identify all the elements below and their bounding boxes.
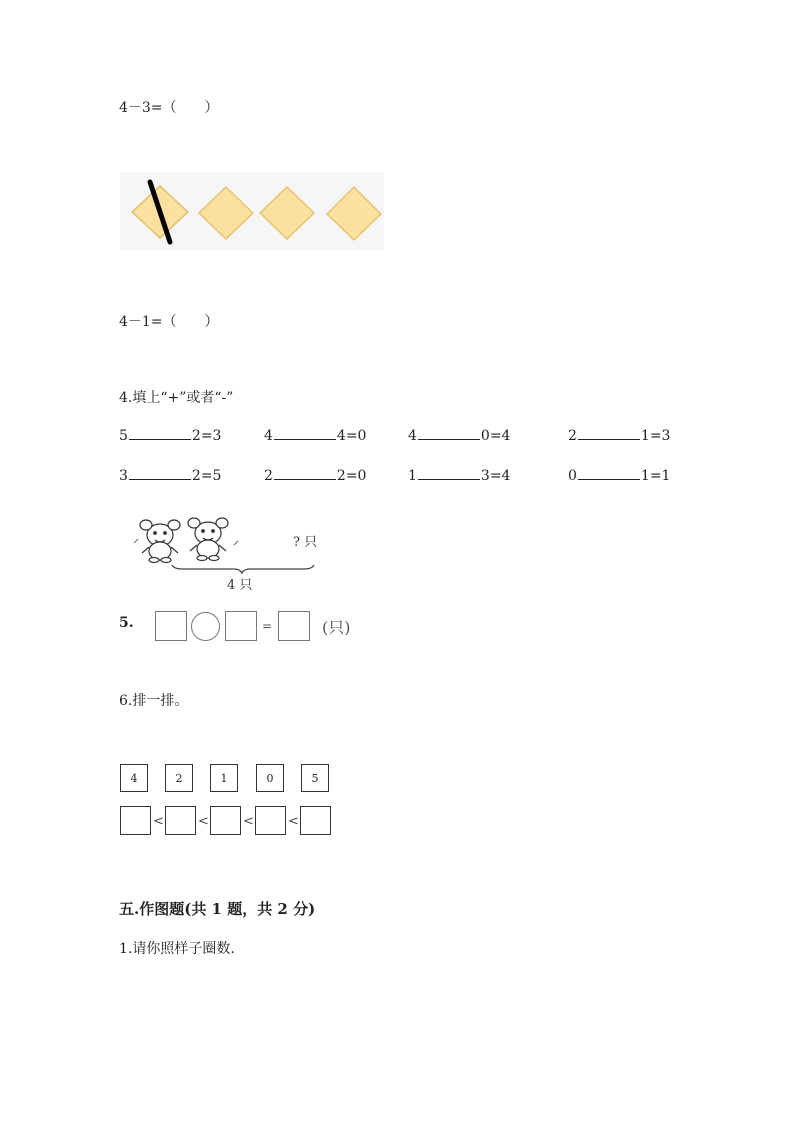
brace-icon: [172, 565, 314, 573]
q4-operand-a: 1: [408, 468, 417, 484]
number-card: 1: [210, 764, 238, 792]
equation-4-minus-3: 4－3=（ ）: [119, 100, 219, 116]
less-than-sign: <: [198, 814, 209, 829]
q4-operand-a: 4: [408, 428, 417, 444]
q4-operand-a: 5: [119, 428, 128, 444]
q4-operand-b: 1=3: [640, 428, 671, 444]
number-card: 2: [165, 764, 193, 792]
q4-blank[interactable]: [418, 467, 480, 480]
q4-operand-a: 2: [264, 468, 273, 484]
question-label: ? 只: [293, 535, 318, 550]
order-answer-box[interactable]: [120, 806, 151, 835]
q4-operand-b: 2=0: [336, 468, 367, 484]
operator-circle[interactable]: [191, 612, 220, 641]
q4-operand-b: 1=1: [640, 468, 671, 484]
q4-operand-a: 4: [264, 428, 273, 444]
order-answer-box[interactable]: [210, 806, 241, 835]
number-card: 0: [256, 764, 284, 792]
unit-label: (只): [322, 618, 351, 637]
less-than-sign: <: [243, 814, 254, 829]
q6-title: 6.排一排。: [119, 693, 189, 709]
answer-box[interactable]: [278, 611, 310, 641]
number-card: 4: [120, 764, 148, 792]
answer-box[interactable]: [155, 611, 187, 641]
s5-q1-text: 1.请你照样子圈数.: [119, 941, 235, 957]
q5-number: 5.: [119, 615, 134, 631]
answer-box[interactable]: [225, 611, 257, 641]
order-answer-box[interactable]: [300, 806, 331, 835]
q4-operand-b: 4=0: [336, 428, 367, 444]
less-than-sign: <: [153, 814, 164, 829]
q4-operand-a: 3: [119, 468, 128, 484]
q4-blank[interactable]: [129, 467, 191, 480]
q4-operand-a: 0: [568, 468, 577, 484]
q4-item: [119, 467, 221, 484]
equation-4-minus-1: 4－1=（ ）: [119, 314, 219, 330]
section-title: 五.作图题(共 1 题，共 2 分): [119, 900, 316, 918]
q4-item: [119, 427, 221, 444]
q4-item: [408, 467, 510, 484]
total-label: 4 只: [227, 578, 253, 593]
animal-icon: [188, 518, 228, 561]
q4-blank[interactable]: [129, 427, 191, 440]
q4-item: [568, 467, 670, 484]
q4-operand-b: 0=4: [480, 428, 511, 444]
q4-operand-b: 2=3: [191, 428, 222, 444]
number-card: 5: [301, 764, 329, 792]
diamonds-figure: [120, 172, 384, 250]
q4-item: [264, 467, 366, 484]
q4-blank[interactable]: [274, 427, 336, 440]
order-answer-box[interactable]: [165, 806, 196, 835]
q4-item: [408, 427, 510, 444]
q4-blank[interactable]: [578, 427, 640, 440]
q4-item: [264, 427, 366, 444]
q4-blank[interactable]: [578, 467, 640, 480]
q4-operand-b: 3=4: [480, 468, 511, 484]
order-answer-box[interactable]: [255, 806, 286, 835]
q4-blank[interactable]: [418, 427, 480, 440]
q4-operand-a: 2: [568, 428, 577, 444]
less-than-sign: <: [288, 814, 299, 829]
q4-operand-b: 2=5: [191, 468, 222, 484]
q4-blank[interactable]: [274, 467, 336, 480]
q4-item: [568, 427, 670, 444]
q4-title: 4.填上“+”或者“-”: [119, 390, 234, 406]
animal-icon: [140, 520, 180, 563]
equals-sign: =: [262, 619, 273, 633]
